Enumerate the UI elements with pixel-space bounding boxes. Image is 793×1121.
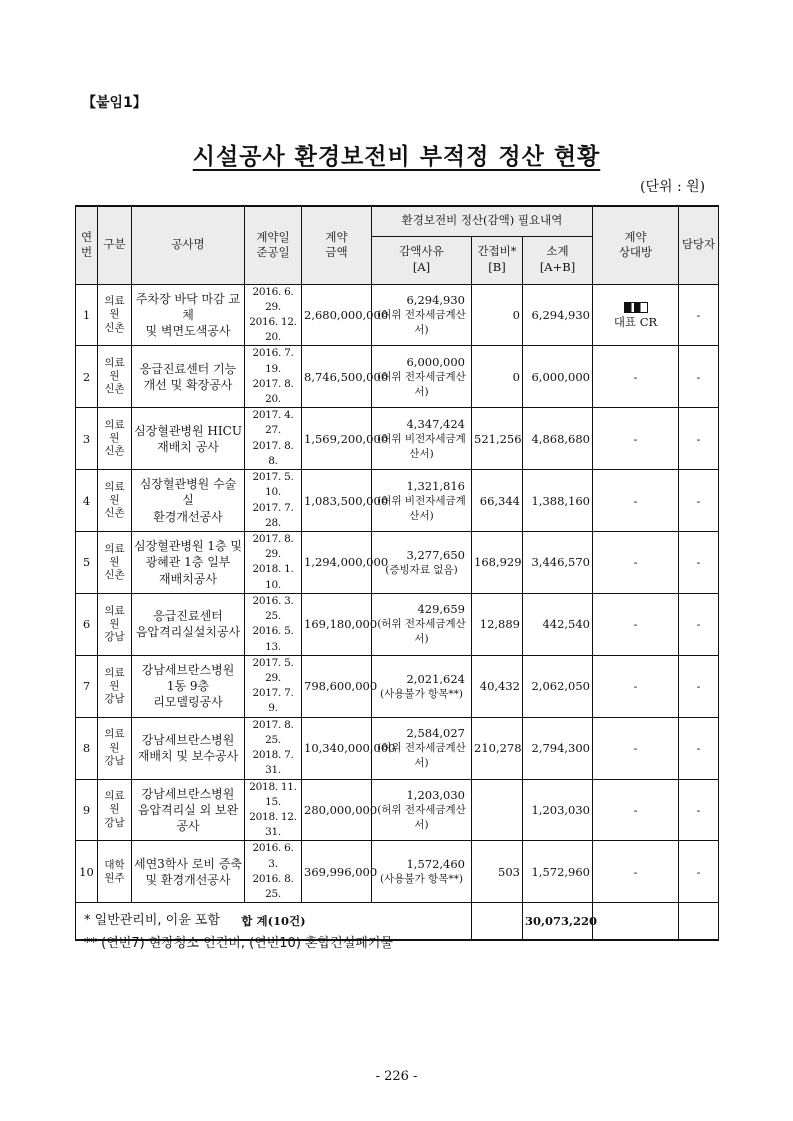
total-label: 합 계(10건) <box>76 903 472 941</box>
row-reason: 2,584,027 (허위 전자세금계산서) <box>372 717 472 779</box>
row-indirect: 168,929 <box>472 532 523 594</box>
footnote-2: ** (연번7) 현장청소 인건비, (연번10) 혼합건설폐기물 <box>84 935 393 951</box>
header-amount: 계약 금액 <box>302 206 372 284</box>
row-category: 의료원 신촌 <box>98 470 132 532</box>
row-category: 대학 원주 <box>98 841 132 903</box>
row-no: 8 <box>76 717 98 779</box>
attachment-label: 【붙임1】 <box>82 95 147 111</box>
table-row <box>76 284 719 346</box>
row-no: 10 <box>76 841 98 903</box>
row-indirect: 40,432 <box>472 655 523 717</box>
row-reason: 6,294,930 (허위 전자세금계산서) <box>372 284 472 346</box>
table-row <box>76 841 719 903</box>
row-indirect: 12,889 <box>472 593 523 655</box>
row-amount: 1,083,500,000 <box>302 470 372 532</box>
row-project: 강남세브란스병원 재배치 및 보수공사 <box>132 717 245 779</box>
page-title: 시설공사 환경보전비 부적정 정산 현황 <box>192 143 601 170</box>
row-dates: 2016. 6. 3. 2016. 8. 25. <box>245 841 302 903</box>
row-indirect: 521,256 <box>472 408 523 470</box>
row-dates: 2017. 4. 27. 2017. 8. 8. <box>245 408 302 470</box>
header-counterparty: 계약 상대방 <box>593 206 679 284</box>
row-counterparty: - <box>593 841 679 903</box>
row-category: 의료원 강남 <box>98 779 132 841</box>
row-counterparty: - <box>593 470 679 532</box>
row-manager: - <box>679 346 719 408</box>
row-manager: - <box>679 841 719 903</box>
row-project: 응급진료센터 음압격리실설치공사 <box>132 593 245 655</box>
table-row <box>76 408 719 470</box>
row-indirect: 210,278 <box>472 717 523 779</box>
row-amount: 2,680,000,000 <box>302 284 372 346</box>
row-subtotal: 6,000,000 <box>523 346 593 408</box>
header-dates: 계약일 준공일 <box>245 206 302 284</box>
row-dates: 2017. 5. 10. 2017. 7. 28. <box>245 470 302 532</box>
row-category: 의료원 강남 <box>98 717 132 779</box>
header-group: 환경보전비 정산(감액) 필요내역 <box>372 206 593 236</box>
row-subtotal: 2,062,050 <box>523 655 593 717</box>
row-subtotal: 2,794,300 <box>523 717 593 779</box>
row-indirect: 0 <box>472 284 523 346</box>
row-project: 주차장 바닥 마감 교체 및 벽면도색공사 <box>132 284 245 346</box>
row-manager: - <box>679 655 719 717</box>
row-amount: 798,600,000 <box>302 655 372 717</box>
row-counterparty: - <box>593 408 679 470</box>
total-subtotal: 30,073,220 <box>523 903 593 941</box>
row-project: 강남세브란스병원 1동 9층 리모델링공사 <box>132 655 245 717</box>
row-reason: 1,203,030 (허위 전자세금계산서) <box>372 779 472 841</box>
row-dates: 2016. 6. 29. 2016. 12. 20. <box>245 284 302 346</box>
row-reason: 3,277,650 (증빙자료 없음) <box>372 532 472 594</box>
row-counterparty: - <box>593 532 679 594</box>
row-no: 2 <box>76 346 98 408</box>
row-reason: 1,321,816 (허위 비전자세금계산서) <box>372 470 472 532</box>
row-project: 심장혈관병원 수술실 환경개선공사 <box>132 470 245 532</box>
row-manager: - <box>679 284 719 346</box>
row-no: 5 <box>76 532 98 594</box>
row-indirect: 66,344 <box>472 470 523 532</box>
row-counterparty: - <box>593 346 679 408</box>
row-project: 심장혈관병원 1층 및 광혜관 1층 일부 재배치공사 <box>132 532 245 594</box>
row-subtotal: 3,446,570 <box>523 532 593 594</box>
row-amount: 169,180,000 <box>302 593 372 655</box>
row-no: 3 <box>76 408 98 470</box>
row-subtotal: 1,572,960 <box>523 841 593 903</box>
row-amount: 10,340,000,000 <box>302 717 372 779</box>
table-row <box>76 532 719 594</box>
footnotes <box>84 910 393 956</box>
row-subtotal: 1,388,160 <box>523 470 593 532</box>
row-reason: 1,572,460 (사용불가 항목**) <box>372 841 472 903</box>
row-manager: - <box>679 470 719 532</box>
row-dates: 2017. 5. 29. 2017. 7. 9. <box>245 655 302 717</box>
row-category: 의료원 신촌 <box>98 346 132 408</box>
row-category: 의료원 신촌 <box>98 284 132 346</box>
table-row <box>76 779 719 841</box>
row-counterparty: 대표 CR <box>593 284 679 346</box>
row-dates: 2017. 8. 29. 2018. 1. 10. <box>245 532 302 594</box>
header-no: 연번 <box>76 206 98 284</box>
row-no: 7 <box>76 655 98 717</box>
row-reason: 6,000,000 (허위 전자세금계산서) <box>372 346 472 408</box>
row-dates: 2016. 7. 19. 2017. 8. 20. <box>245 346 302 408</box>
header-indirect: 간접비* [B] <box>472 236 523 284</box>
header-reason: 감액사유 [A] <box>372 236 472 284</box>
row-counterparty: - <box>593 717 679 779</box>
row-manager: - <box>679 779 719 841</box>
row-category: 의료원 강남 <box>98 655 132 717</box>
row-reason: 4,347,424 (허위 비전자세금계산서) <box>372 408 472 470</box>
table-row <box>76 346 719 408</box>
row-no: 6 <box>76 593 98 655</box>
footnote-1: * 일반관리비, 이윤 포함 <box>84 913 221 928</box>
row-counterparty: - <box>593 655 679 717</box>
page-number: - 226 - <box>375 1069 418 1084</box>
row-counterparty: - <box>593 593 679 655</box>
unit-label: (단위 : 원) <box>640 179 706 195</box>
row-amount: 280,000,000 <box>302 779 372 841</box>
table-row <box>76 717 719 779</box>
row-no: 1 <box>76 284 98 346</box>
table-row <box>76 470 719 532</box>
header-subtotal: 소계 [A+B] <box>523 236 593 284</box>
row-counterparty: - <box>593 779 679 841</box>
row-amount: 1,569,200,000 <box>302 408 372 470</box>
settlement-table <box>75 205 719 941</box>
row-dates: 2017. 8. 25. 2018. 7. 31. <box>245 717 302 779</box>
row-no: 9 <box>76 779 98 841</box>
row-manager: - <box>679 532 719 594</box>
row-amount: 8,746,500,000 <box>302 346 372 408</box>
signature-mark <box>624 302 648 313</box>
row-manager: - <box>679 408 719 470</box>
header-manager: 담당자 <box>679 206 719 284</box>
row-subtotal: 1,203,030 <box>523 779 593 841</box>
row-manager: - <box>679 717 719 779</box>
row-indirect: 0 <box>472 346 523 408</box>
row-amount: 1,294,000,000 <box>302 532 372 594</box>
row-amount: 369,996,000 <box>302 841 372 903</box>
row-category: 의료원 신촌 <box>98 408 132 470</box>
header-category: 구분 <box>98 206 132 284</box>
row-subtotal: 4,868,680 <box>523 408 593 470</box>
table-row <box>76 593 719 655</box>
row-no: 4 <box>76 470 98 532</box>
row-indirect: 503 <box>472 841 523 903</box>
row-indirect <box>472 779 523 841</box>
table-row <box>76 655 719 717</box>
row-project: 강남세브란스병원 음압격리실 외 보완공사 <box>132 779 245 841</box>
row-dates: 2018. 11. 15. 2018. 12. 31. <box>245 779 302 841</box>
row-project: 세연3학사 로비 증축 및 환경개선공사 <box>132 841 245 903</box>
row-reason: 429,659 (허위 전자세금계산서) <box>372 593 472 655</box>
header-project: 공사명 <box>132 206 245 284</box>
row-dates: 2016. 3. 25. 2016. 5. 13. <box>245 593 302 655</box>
row-project: 심장혈관병원 HICU 재배치 공사 <box>132 408 245 470</box>
row-subtotal: 442,540 <box>523 593 593 655</box>
row-subtotal: 6,294,930 <box>523 284 593 346</box>
row-manager: - <box>679 593 719 655</box>
row-project: 응급진료센터 기능 개선 및 확장공사 <box>132 346 245 408</box>
row-reason: 2,021,624 (사용불가 항목**) <box>372 655 472 717</box>
row-category: 의료원 신촌 <box>98 532 132 594</box>
row-category: 의료원 강남 <box>98 593 132 655</box>
